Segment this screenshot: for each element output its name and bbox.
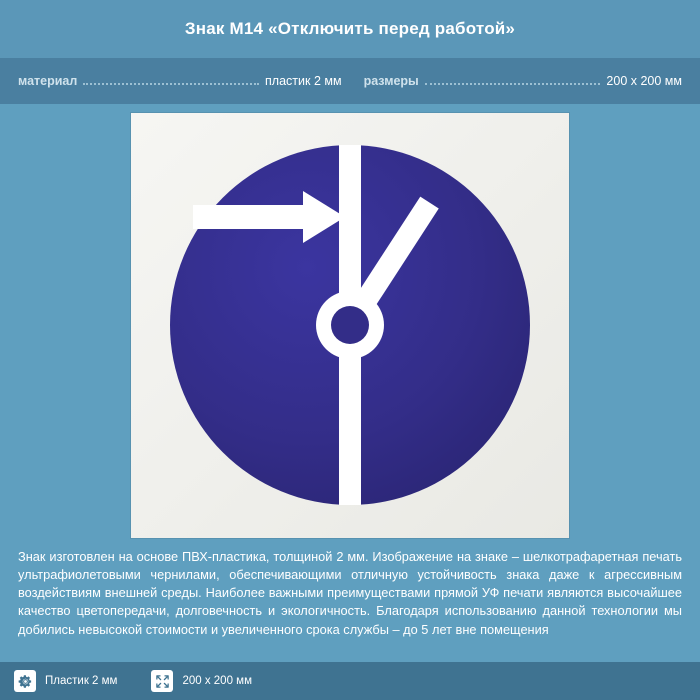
footer — [0, 662, 700, 700]
footer-item-size — [151, 670, 252, 692]
spec-size-value: 200 x 200 мм — [606, 74, 682, 88]
sign-image — [131, 113, 569, 538]
footer-material-label: Пластик 2 мм — [45, 675, 118, 687]
gear-icon — [14, 670, 36, 692]
dot-leader — [83, 82, 259, 85]
footer-size-label: 200 x 200 мм — [182, 675, 252, 687]
header — [0, 0, 700, 58]
spec-size-label: размеры — [363, 74, 419, 88]
sign-image-inner — [131, 113, 569, 538]
resize-arrows-icon — [151, 670, 173, 692]
sign-graphic — [131, 113, 569, 538]
spec-material-label: материал — [18, 74, 78, 88]
spec-row — [18, 74, 682, 89]
spec-material-value: пластик 2 мм — [265, 74, 342, 88]
footer-item-material — [14, 670, 117, 692]
description-text: Знак изготовлен на основе ПВХ-пластика, толщиной 2 мм. Изображение на знаке – шелкотрафаретная печать ультрафиолетовыми чернилами, обеспечивающими отличную устойчивость знака даже к агрессивным воздействиям внешней среды. Наиболее важными преимуществами прямой УФ печати являются высочайшее качество цветопередачи, долговечность и экологичность. Благодаря использованию данной технологии мы добились невысокой стоимости и увеличенного срока службы – до 5 лет вне помещения — [18, 549, 682, 637]
page-title: Знак M14 «Отключить перед работой» — [184, 19, 516, 38]
spec-material — [18, 74, 342, 89]
dot-leader — [425, 82, 601, 85]
spec-size — [364, 74, 682, 89]
